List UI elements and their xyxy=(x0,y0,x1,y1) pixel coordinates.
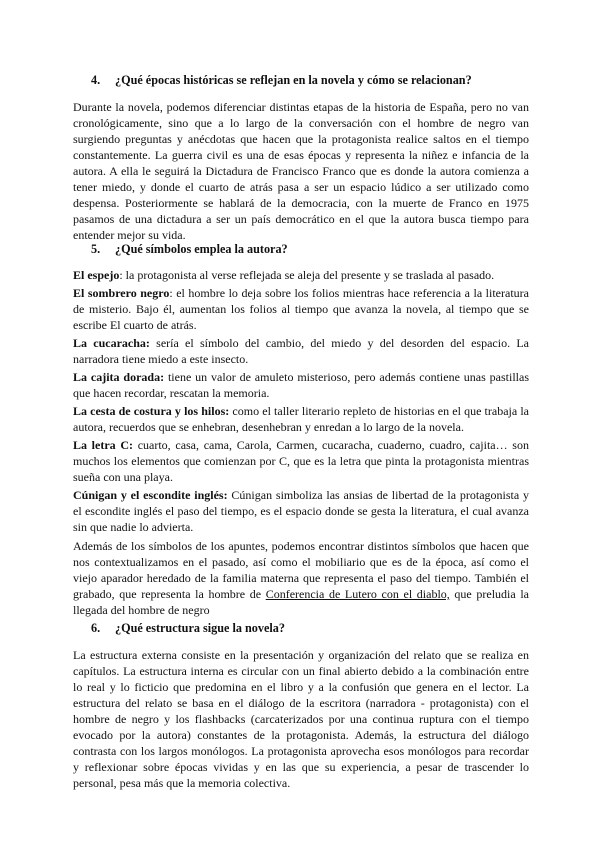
symbol-term: El sombrero negro xyxy=(73,286,170,300)
symbols-closing-paragraph xyxy=(73,538,529,618)
symbol-term: La cesta de costura y los hilos: xyxy=(73,404,230,418)
section-heading-5 xyxy=(91,241,288,257)
symbol-item xyxy=(73,403,529,435)
closing-text-after: que preludia la llegada del hombre de negro xyxy=(73,587,529,617)
symbol-text: : la protagonista al verse reflejada se aleja del presente y se traslada al pasado. xyxy=(119,268,495,282)
section-title: ¿Qué estructura sigue la novela? xyxy=(115,621,285,635)
section-number: 6. xyxy=(91,621,101,635)
symbol-term: El espejo xyxy=(73,268,120,282)
section-number: 5. xyxy=(91,242,101,256)
symbol-text: : el hombre lo deja sobre los folios mientras hace referencia a la literatura de misterio. Bajo él, aumentan los folios al tiempo que avanza la novela, al tiempo que se escribe El cuarto de atrás. xyxy=(73,286,529,332)
symbols-list xyxy=(73,267,529,537)
section-heading-4 xyxy=(91,72,472,88)
symbol-text: cuarto, casa, cama, Carola, Carmen, cucaracha, cuaderno, cuadro, cajita… son muchos los elementos que comienzan por C, que es la letra que pinta la protagonista mientras sueña con una playa. xyxy=(73,438,529,484)
symbol-item xyxy=(73,487,529,535)
symbol-text: sería el símbolo del cambio, del miedo y del desorden del espacio. La narradora tiene miedo a este insecto. xyxy=(73,336,529,366)
symbol-item xyxy=(73,335,529,367)
artwork-title: Conferencia de Lutero con el diablo, xyxy=(265,587,450,601)
symbol-term: Cúnigan y el escondite inglés: xyxy=(73,488,228,502)
symbol-text: Cúnigan simboliza las ansias de libertad de la protagonista y el escondite inglés el paso del tiempo, es el espacio donde se gesta la literatura, el cual avanza sin que nadie lo advierta. xyxy=(73,488,530,534)
section-title: ¿Qué épocas históricas se reflejan en la novela y cómo se relacionan? xyxy=(115,73,472,87)
symbol-item xyxy=(73,285,529,333)
symbol-item xyxy=(73,437,529,485)
symbol-text: tiene un valor de amuleto misterioso, pero además contiene unas pastillas que hacen recordar, rescatan la memoria. xyxy=(73,370,530,400)
section-number: 4. xyxy=(91,73,101,87)
symbol-term: La cajita dorada: xyxy=(73,370,165,384)
symbol-term: La cucaracha: xyxy=(73,336,150,350)
section-heading-6 xyxy=(91,620,285,636)
section-6-paragraph: La estructura externa consiste en la presentación y organización del relato que se realiza en capítulos. La estructura interna es circular con un final abierto debido a la combinación entre lo real y lo ficticio que predomina en el libro y a la confusión que genera en el lector. La estructura del relato se basa en el diálogo de la escritora (narradora - protagonista) con el hombre de negro y los flashbacks (carcaterizados por una continua ruptura con el tiempo evocado por la autora) constantes de la protagonista. Además, la estructura del diálogo contrasta con los largos monólogos. La protagonista aprovecha esos monólogos para recordar y reflexionar sobre épocas vividas y en las que su experiencia, a pesar de trascender lo personal, pesa más que la memoria colectiva. xyxy=(73,648,529,790)
symbol-term: La letra C: xyxy=(73,438,134,452)
symbol-item xyxy=(73,267,529,283)
symbol-item xyxy=(73,369,529,401)
section-title: ¿Qué símbolos emplea la autora? xyxy=(115,242,288,256)
section-4-paragraph: Durante la novela, podemos diferenciar distintas etapas de la historia de España, pero no van cronológicamente, sino que a lo largo de la conversación con el hombre de negro van surgiendo preguntas y anécdotas que hacen que la protagonista realice saltos en el tiempo constantemente. La guerra civil es una de esas épocas y representa la niñez e infancia de la autora. A ella le seguirá la Dictadura de Francisco Franco que es donde la autora comienza a tener miedo, y donde el cuarto de atrás pasa a ser un espacio lúdico a ser utilizado como despensa. Posteriormente se hablará de la democracia, con la muerte de Franco en 1975 pasamos de una dictadura a ser un país democrático en el que la autora busca tiempo para entender mejor su vida. xyxy=(73,100,529,242)
symbol-text: como el taller literario repleto de historias en el que trabaja la autora, recuerdos que se enhebran, desenhebran y enredan a lo largo de la novela. xyxy=(73,404,530,434)
closing-text-before: Además de los símbolos de los apuntes, podemos encontrar distintos símbolos que hacen que nos contextualizamos en el pasado, así como el mobiliario que es de la época, así como el viejo aparador heredado de la familia materna que representa el paso del tiempo. También el grabado, que representa la hombre de xyxy=(73,539,529,601)
